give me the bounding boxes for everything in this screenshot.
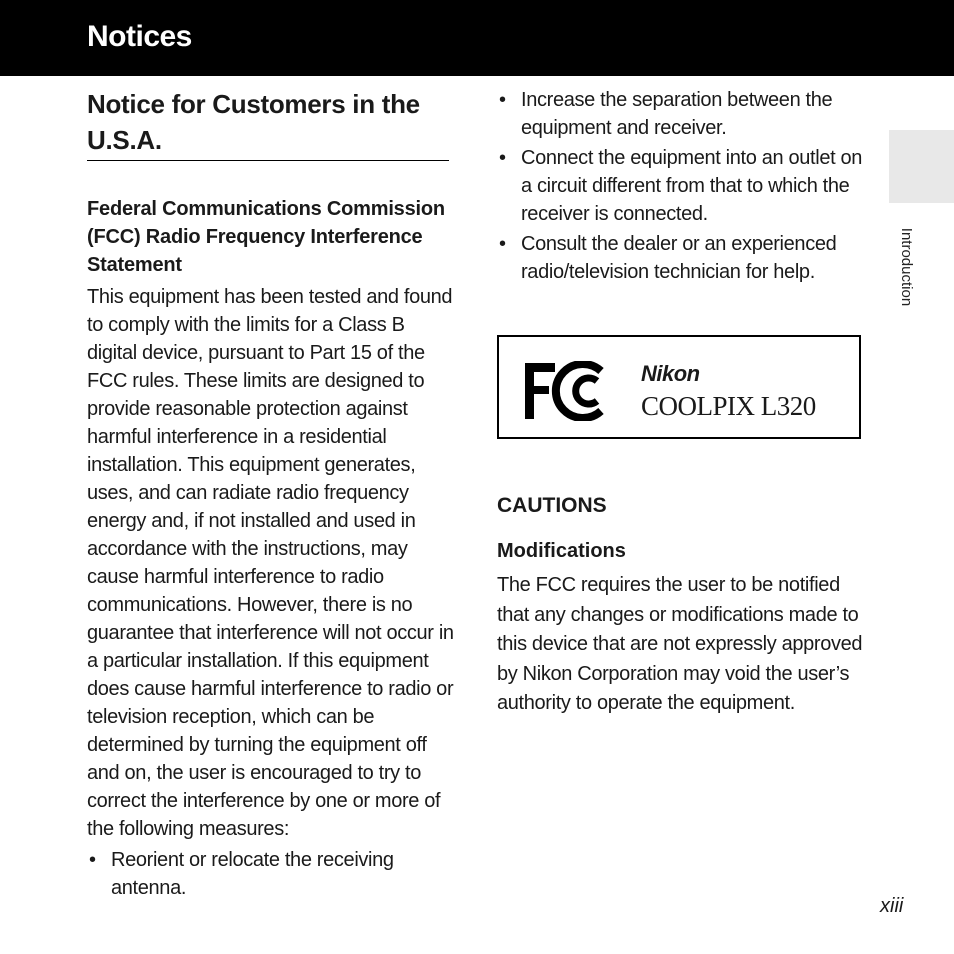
brand-logo: Nikon xyxy=(641,361,700,386)
right-column xyxy=(497,86,867,286)
section-tab xyxy=(889,130,954,203)
list-item-text: Consult the dealer or an experienced radio/television technician for help. xyxy=(521,233,837,283)
cautions-heading: CAUTIONS xyxy=(497,494,607,517)
model-name: COOLPIX L320 xyxy=(641,391,816,421)
list-item-text: Reorient or relocate the receiving antenna. xyxy=(111,849,394,899)
fcc-compliance-box xyxy=(497,335,861,439)
bullet-icon: • xyxy=(499,233,506,255)
list-item xyxy=(497,230,867,286)
fcc-statement-heading: Federal Communications Commission (FCC) Radio Frequency Interference Statement xyxy=(87,198,445,276)
bullet-icon: • xyxy=(499,147,506,169)
page-header xyxy=(0,0,954,76)
modifications-body: The FCC requires the user to be notified that any changes or modifications made to this device that are not expressly approved by Nikon Corporation may void the user’s authority to operate the equipment. xyxy=(497,574,863,714)
bullet-icon: • xyxy=(499,89,506,111)
section-tab-label: Introduction xyxy=(898,227,915,307)
fcc-logo-icon xyxy=(525,361,607,421)
list-item-text: Increase the separation between the equipment and receiver. xyxy=(521,89,833,139)
page-number: xiii xyxy=(880,895,904,917)
left-column xyxy=(87,86,457,902)
fcc-statement-body: This equipment has been tested and found to comply with the limits for a Class B digital device, pursuant to Part 15 of the FCC rules. These limits are designed to provide reasonable protection against harmful interference in a residential installation. This equipment generates, uses, and can radiate radio frequency energy and, if not installed and used in accordance with the instructions, may cause harmful interference to radio communications. However, there is no guarantee that interference will not occur in a particular installation. If this equipment does cause harmful interference to radio or television reception, which can be determined by turning the equipment off and on, the user is encouraged to try to correct the interference by one or more of the following measures: xyxy=(87,286,454,840)
section-title: Notice for Customers in the U.S.A. xyxy=(87,86,449,161)
page-title: Notices xyxy=(87,20,192,53)
list-item-text: Connect the equipment into an outlet on a circuit different from that to which the receiver is connected. xyxy=(521,147,863,225)
list-item xyxy=(497,144,867,228)
list-item xyxy=(497,86,867,142)
bullet-icon: • xyxy=(89,849,96,871)
list-item xyxy=(87,846,457,902)
modifications-heading: Modifications xyxy=(497,540,626,562)
